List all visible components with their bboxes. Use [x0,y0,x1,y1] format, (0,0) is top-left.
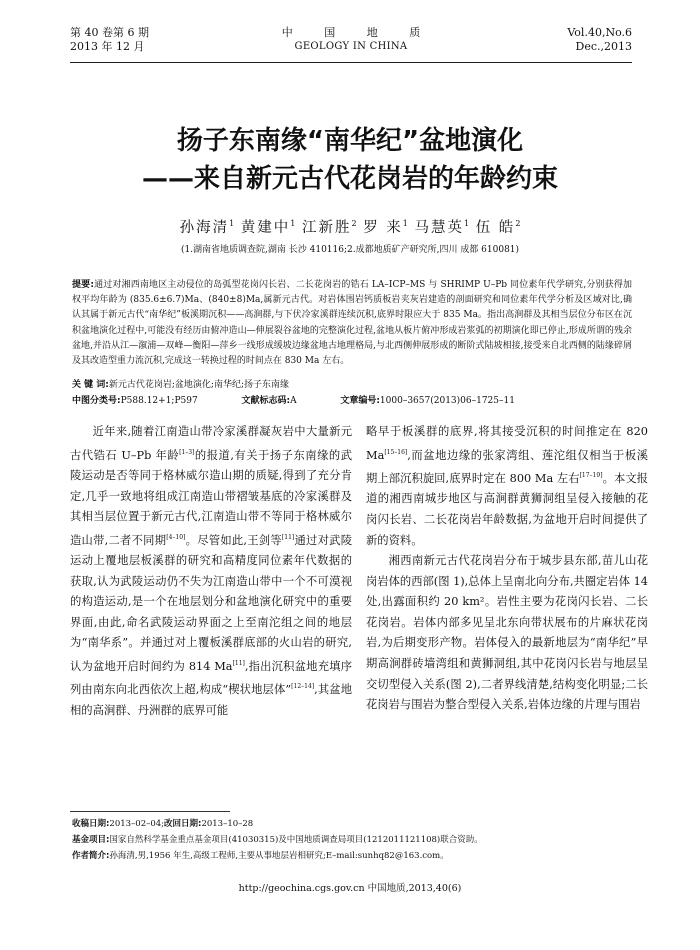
body-text: 略早于板溪群的底界,将其接受沉积的时间推定在 820 Ma [366,425,648,462]
author-name: 伍 皓 [475,220,516,236]
body-text: ,其盆地相的高涧群、丹洲群的底界可能 [70,683,352,717]
body-text: 近年来,随着江南造山带冷家溪群凝灰岩中大量新元古代锆石 U–Pb 年龄 [70,425,352,462]
body-column-right [366,422,648,716]
body-text: ,而盆地边缘的张家湾组、莲沱组仅相当于板溪期上部沉积旋回,底界时定在 800 Ma 左右 [366,448,648,485]
abstract [72,278,632,369]
page-footer: http://geochina.cgs.gov.cn 中国地质,2013,40(6) [238,883,462,894]
keywords-label: 关 键 词: [72,380,109,390]
author-sup: 1 [229,219,235,229]
author-sup: 2 [351,219,357,229]
author-bio-text: 孙海清,男,1956 年生,高级工程师,主要从事地层岩相研究;E–mail:sunhq82@163.com。 [109,851,449,861]
received-label: 收稿日期: [72,819,110,829]
revised-date: 2013–10–28 [201,819,254,829]
keywords-text: 新元古代花岗岩;盆地演化;南华纪;扬子东南缘 [108,380,289,390]
volume-en: Vol.40,No.6 [567,26,632,39]
journal-name-en: GEOLOGY IN CHINA [294,41,408,52]
abstract-label: 提要: [72,280,94,290]
clc-number: P588.12+1;P597 [120,396,198,406]
author-name: 罗 来 [363,220,403,236]
volume-cn: 第 40 卷第 6 期 [70,26,149,39]
body-text: 。尽管如此,王剑等 [185,533,282,547]
body-paragraph [70,422,352,721]
article-title [0,122,700,198]
footnote-author [72,850,632,863]
title-line-1: 扬子东南缘“南华纪”盆地演化 [176,126,524,156]
author-sup: 1 [290,219,296,229]
author-list [0,216,700,237]
running-head-right [567,26,632,54]
funding-label: 基金项目: [72,835,110,845]
citation: [12–14] [291,683,315,691]
body-text: ,指出沉积盆地充填序列由南东向北西依次上超,构成“楔状地层体” [70,659,352,697]
footnote-dates [72,818,632,831]
footnote-rule [70,811,230,812]
author-sup: 1 [402,219,408,229]
journal-name-cn: 中 国 地 质 [281,26,435,39]
author-name: 马慧英 [414,220,464,236]
body-text: 通过对武陵运动上覆地层板溪群的研究和高精度同位素年代数据的获取,认为武陵运动仍不失为江南造山带中一个不可漠视的构造运动,是一个在地层划分和盆地演化研究中的重要界面,由此,命名武陵运动界面之上至南沱组之间的地层为“南华系”。并通过对上覆板溪群底部的火山岩的研究,认为盆地开启时间约为 814 Ma [70,533,353,673]
date-en: Dec.,2013 [575,40,632,53]
body-column-left [70,422,352,721]
author-name: 黄建中 [240,220,291,236]
citation: [11] [232,660,245,668]
author-name: 孙海清 [179,220,230,236]
body-text: 的报道,有关于扬子东南缘的武陵运动是否等同于格林威尔造山期的质疑,得到了充分肯定,几乎一致地将组成江南造山带褶皱基底的冷家溪群及其相当层位置于新元古代,江南造山带不等同于格林威尔造山带,二者不同期 [70,448,353,547]
date-cn: 2013 年 12 月 [70,40,145,53]
received-date: 2013–02–04; [109,819,165,829]
keywords [72,378,632,393]
revised-label: 改回日期: [164,819,202,829]
doc-code-label: 文献标志码: [241,396,291,406]
classification-line [72,394,632,409]
funding-text: 国家自然科学基金重点基金项目(41030315)及中国地质调查局项目(1212011121108)联合资助。 [109,835,483,845]
citation: [17–19] [579,471,603,479]
body-text: 。本文报道的湘西南城步地区与高涧群黄狮洞组呈侵入接触的花岗闪长岩、二长花岗岩年龄数据,为盆地开启时间提供了新的资料。 [366,471,648,547]
citation: [4–10] [166,533,186,541]
doc-code: A [290,396,297,406]
citation: [1–3] [179,448,195,456]
affiliation: (1.湖南省地质调查院,湖南 长沙 410116;2.成都地质矿产研究所,四川 成都 610081) [180,245,520,255]
header-rule [70,62,632,63]
body-paragraph [366,422,648,551]
author-name: 江新胜 [301,220,352,236]
citation: [11] [281,533,295,541]
author-sup: 1 [464,219,470,229]
body-paragraph: 湘西南新元古代花岗岩分布于城步县东部,苗儿山花岗岩体的西部(图 1),总体上呈南北向分布,共圈定岩体 14 处,出露面积约 20 km²。岩性主要为花岗闪长岩、二长花岗岩。岩体内部多见呈北东向带状展布的片麻状花岗岩,为后期变形产物。岩体侵入的最新地层为“南华纪”早期高涧群砖墙湾组和黄狮洞组,其中花岗闪长岩与地层呈交切型侵入关系(图 2),二者界线清楚,结构变化明显;二长花岗岩与围岩为整合型侵入关系,岩体边缘的片理与围岩 [366,554,648,712]
title-line-2: ——来自新元古代花岗岩的年龄约束 [141,164,558,194]
citation: [15–16] [384,448,408,456]
running-head-center [70,26,632,54]
running-head [70,26,632,62]
author-bio-label: 作者简介: [72,851,110,861]
abstract-text: 通过对湘西南地区主动侵位的岛弧型花岗闪长岩、二长花岗岩的锆石 LA–ICP–MS 与 SHRIMP U–Pb 同位素年代学研究,分别获得加权平均年龄为 (835.6±6.7)Ma、(840±8)Ma,属新元古代。对岩体围岩钙质板岩夹灰岩建造的剖面研究和同位素年代学分析及区域对比,确认其属于新元古代“南华纪”板溪期沉积——高涧群,与下伏冷家溪群连续沉积,底界时限应大于 835 Ma。指出高涧群及其相当层位分布区在沉积盆地演化过程中,可能没有经历由俯冲造山—伸展裂谷盆地的完整演化过程,盆地从板片俯冲形成岩浆弧的初期演化即已停止,形成所谓的残余盆地,并沿从江—溆浦—双峰—衡阳—萍乡一线形成缓坡边缘盆地古地理格局,与北西侧伸展形成的断阶式陆坡相接,接受来自北西侧的陆缘碎屑及其改造型重力流沉积,完成这一转换过程的时间点在 830 Ma 左右。 [72,280,632,367]
footnote-funding [72,834,632,847]
article-number-label: 文章编号: [340,396,380,406]
clc-label: 中图分类号: [72,396,121,406]
article-number: 1000–3657(2013)06–1725–11 [379,396,515,406]
author-sup: 2 [515,219,521,229]
